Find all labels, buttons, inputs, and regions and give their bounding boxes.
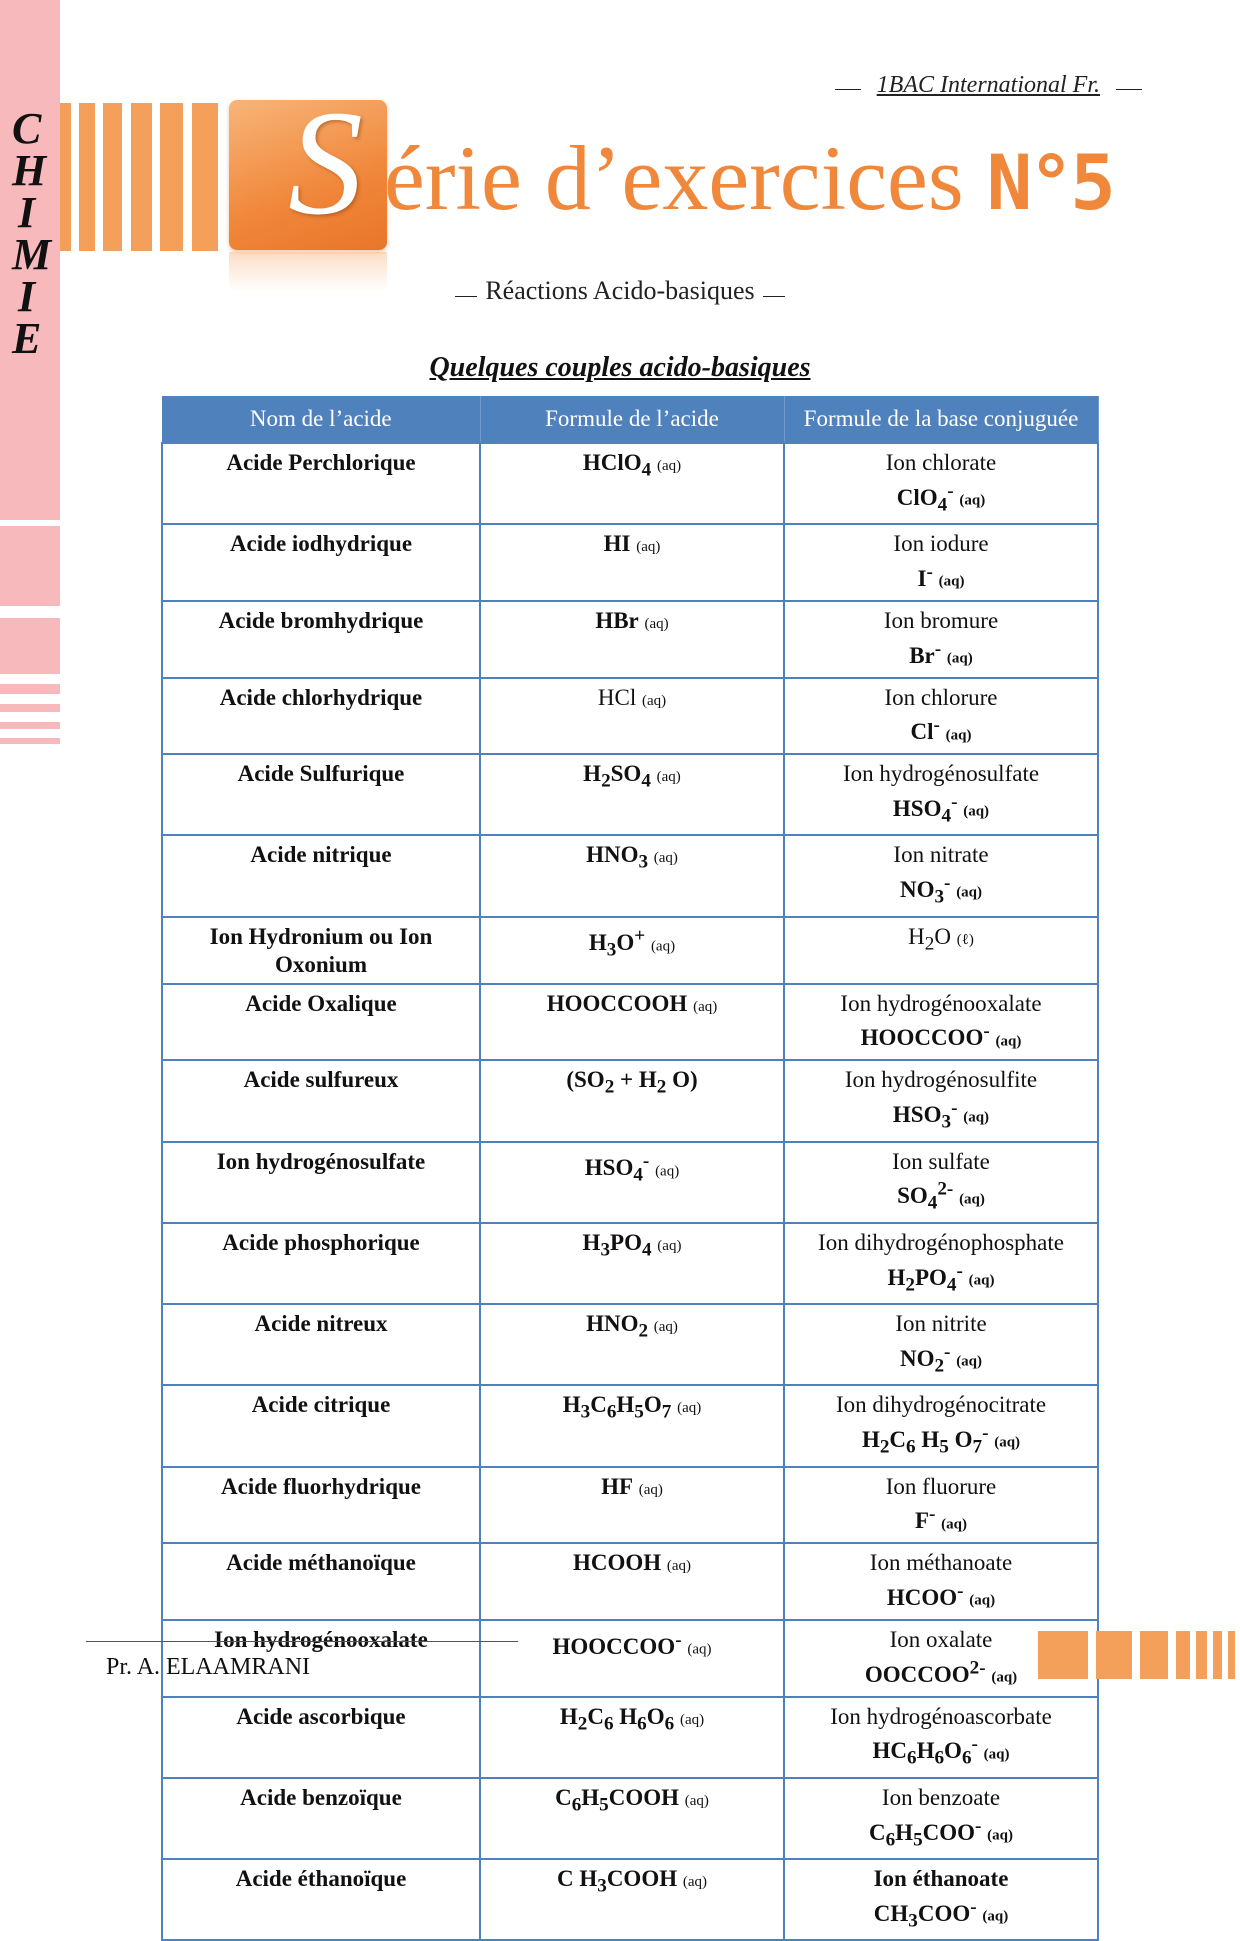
class-tag-text: 1BAC International Fr. xyxy=(876,72,1100,98)
acid-formula: HClO$_4$ (aq) xyxy=(480,443,784,524)
acid-name: Acide nitreux xyxy=(162,1304,480,1385)
footer-decoration xyxy=(1196,1631,1207,1679)
acid-formula: HBr (aq) xyxy=(480,601,784,678)
footer-decoration xyxy=(1228,1631,1235,1679)
acid-name: Acide iodhydrique xyxy=(162,524,480,601)
table-row xyxy=(162,524,1098,601)
acid-formula: HCl (aq) xyxy=(480,678,784,755)
table-row xyxy=(162,1467,1098,1544)
acid-name: Acide benzoïque xyxy=(162,1778,480,1859)
acid-formula: $C_6H_5COOH$ (aq) xyxy=(480,1778,784,1859)
table-heading: Quelques couples acido-basiques xyxy=(429,352,811,383)
table-row xyxy=(162,984,1098,1061)
sidebar-block xyxy=(0,618,60,674)
table-row xyxy=(162,1697,1098,1778)
acid-name: Acide Oxalique xyxy=(162,984,480,1061)
acid-base-table xyxy=(161,396,1099,1941)
acid-formula: HOOCCOO- (aq) xyxy=(480,1620,784,1697)
acid-name: Acide Perchlorique xyxy=(162,443,480,524)
chapter-subtitle xyxy=(0,276,1240,306)
acid-name: Acide éthanoïque xyxy=(162,1859,480,1940)
sidebar-stripe xyxy=(0,722,60,729)
base-formula: Ion dihydrogénophosphate $H_2PO_4^-$ (aq) xyxy=(784,1223,1098,1304)
subject-letter: E xyxy=(12,314,42,363)
subject-letter: I xyxy=(18,188,36,237)
base-formula: Ion fluorure F- (aq) xyxy=(784,1467,1098,1544)
acid-name: Acide phosphorique xyxy=(162,1223,480,1304)
table-row xyxy=(162,1778,1098,1859)
table-row xyxy=(162,917,1098,984)
acid-formula: $H_3C_6H_5O_7$ (aq) xyxy=(480,1385,784,1466)
acid-name: Acide sulfureux xyxy=(162,1060,480,1141)
footer-decoration xyxy=(1096,1631,1132,1679)
acid-formula: $H_2C_6$ $H_6O_6$ (aq) xyxy=(480,1697,784,1778)
base-formula: Ion hydrogénosulfate $HSO_4^-$ (aq) xyxy=(784,754,1098,835)
acid-name: Acide Sulfurique xyxy=(162,754,480,835)
table-row xyxy=(162,1223,1098,1304)
base-formula: Ion oxalate $OOCCOO^{2-}$ (aq) xyxy=(784,1620,1098,1697)
footer-decoration xyxy=(1176,1631,1190,1679)
acid-formula: C $H_3COOH$ (aq) xyxy=(480,1859,784,1940)
subject-letter: C xyxy=(12,104,42,153)
base-formula: Ion hydrogénosulfite $HSO_3^-$ (aq) xyxy=(784,1060,1098,1141)
base-formula: $H_2O$ (ℓ) xyxy=(784,917,1098,984)
class-tag xyxy=(819,72,1158,99)
acid-formula: HOOCCOOH (aq) xyxy=(480,984,784,1061)
title-stripe xyxy=(160,103,183,251)
table-row xyxy=(162,1304,1098,1385)
acid-name: Acide bromhydrique xyxy=(162,601,480,678)
table-row xyxy=(162,1142,1098,1223)
acid-formula: $H_3PO_4$ (aq) xyxy=(480,1223,784,1304)
table-row xyxy=(162,1543,1098,1620)
acid-name: Acide ascorbique xyxy=(162,1697,480,1778)
acid-name: Acide méthanoïque xyxy=(162,1543,480,1620)
sidebar-block xyxy=(0,526,60,606)
base-formula: Ion nitrite $NO_2^-$ (aq) xyxy=(784,1304,1098,1385)
acid-formula: $HNO_3$ (aq) xyxy=(480,835,784,916)
base-formula: Ion éthanoate $CH_3COO^-$ (aq) xyxy=(784,1859,1098,1940)
title-stripe xyxy=(60,103,71,251)
acid-formula: $H_2SO_4$ (aq) xyxy=(480,754,784,835)
acid-formula: HI (aq) xyxy=(480,524,784,601)
acid-formula: HF (aq) xyxy=(480,1467,784,1544)
subject-vertical-label xyxy=(12,104,52,363)
author-name: Pr. A. ELAAMRANI xyxy=(106,1654,311,1680)
sidebar-stripe xyxy=(0,704,60,712)
table-row xyxy=(162,1060,1098,1141)
acid-formula: $HSO_4^-$ (aq) xyxy=(480,1142,784,1223)
table-row xyxy=(162,835,1098,916)
base-formula: Ion nitrate $NO_3^-$ (aq) xyxy=(784,835,1098,916)
table-row xyxy=(162,601,1098,678)
column-header: Formule de la base conjuguée xyxy=(784,396,1098,443)
acid-name: Ion hydrogénooxalate xyxy=(162,1620,480,1697)
page-title-text: érie d’exercices xyxy=(384,127,987,229)
base-formula: Ion iodure I- (aq) xyxy=(784,524,1098,601)
base-formula: Ion bromure Br- (aq) xyxy=(784,601,1098,678)
base-formula: Ion hydrogénooxalate HOOCCOO- (aq) xyxy=(784,984,1098,1061)
table-row xyxy=(162,443,1098,524)
acid-formula: ($SO_2 + H_2$ O) xyxy=(480,1060,784,1141)
base-formula: Ion benzoate $C_6H_5COO^-$ (aq) xyxy=(784,1778,1098,1859)
column-header: Formule de l’acide xyxy=(480,396,784,443)
footer-decoration xyxy=(1038,1631,1088,1679)
table-row xyxy=(162,678,1098,755)
footer-decoration xyxy=(1213,1631,1222,1679)
subject-letter: M xyxy=(12,230,52,279)
title-stripe xyxy=(131,103,152,251)
table-row xyxy=(162,1385,1098,1466)
footer-divider xyxy=(86,1641,518,1642)
title-stripe xyxy=(79,103,95,251)
acid-formula: $H_3O^+$ (aq) xyxy=(480,917,784,984)
title-stripe xyxy=(103,103,122,251)
base-formula: Ion dihydrogénocitrate $H_2C_6$ $H_5$ $O_7^-$ (aq) xyxy=(784,1385,1098,1466)
base-formula: Ion chlorure Cl- (aq) xyxy=(784,678,1098,755)
base-formula: Ion chlorate ClO$_4$- (aq) xyxy=(784,443,1098,524)
acid-name: Acide fluorhydrique xyxy=(162,1467,480,1544)
subject-letter: I xyxy=(18,272,36,321)
page-title xyxy=(384,128,1112,233)
series-number: N°5 xyxy=(986,138,1112,227)
table-header-row xyxy=(162,396,1098,443)
title-stripe xyxy=(192,103,218,251)
acid-formula: $HNO_2$ (aq) xyxy=(480,1304,784,1385)
sidebar-stripe xyxy=(0,738,60,744)
subject-letter: H xyxy=(12,146,47,195)
acid-name: Ion Hydronium ou Ion Oxonium xyxy=(162,917,480,984)
base-formula: Ion hydrogénoascorbate $HC_6H_6O_6^-$ (aq) xyxy=(784,1697,1098,1778)
footer-decoration xyxy=(1140,1631,1168,1679)
table-row xyxy=(162,754,1098,835)
title-initial: S xyxy=(288,80,363,246)
acid-name: Acide chlorhydrique xyxy=(162,678,480,755)
acid-name: Acide citrique xyxy=(162,1385,480,1466)
acid-formula: HCOOH (aq) xyxy=(480,1543,784,1620)
column-header: Nom de l’acide xyxy=(162,396,480,443)
acid-name: Ion hydrogénosulfate xyxy=(162,1142,480,1223)
base-formula: Ion méthanoate HCOO- (aq) xyxy=(784,1543,1098,1620)
chapter-subtitle-text: Réactions Acido-basiques xyxy=(485,276,755,305)
table-row xyxy=(162,1859,1098,1940)
sidebar-stripe xyxy=(0,684,60,694)
base-formula: Ion sulfate $SO_4^{2-}$ (aq) xyxy=(784,1142,1098,1223)
acid-name: Acide nitrique xyxy=(162,835,480,916)
